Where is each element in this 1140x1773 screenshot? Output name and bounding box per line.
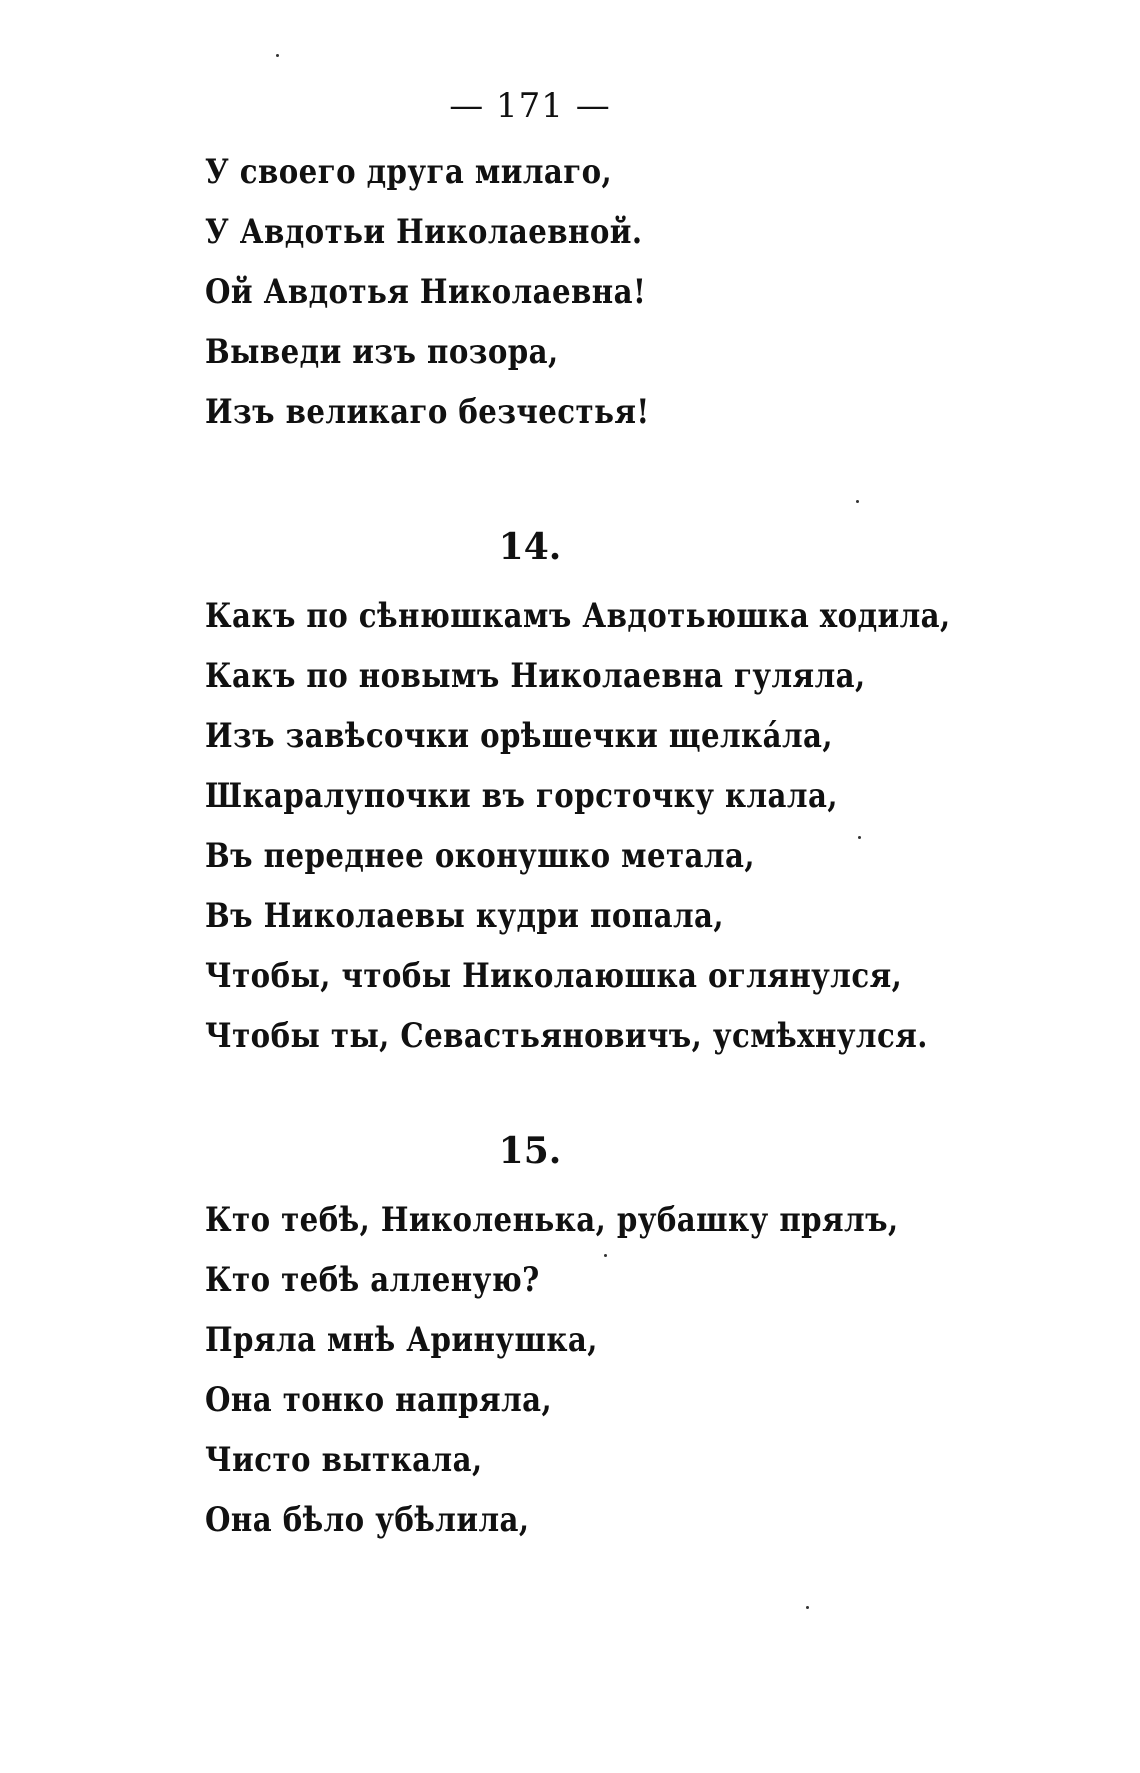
verse-line: Чтобы, чтобы Николаюшка оглянулся,: [205, 956, 903, 996]
verse-line: Кто тебѣ, Николенька, рубашку прялъ,: [205, 1200, 899, 1240]
stanza-continuation: [205, 142, 1085, 442]
print-speck: [858, 836, 861, 839]
verse-line: Выведи изъ позора,: [205, 332, 559, 372]
verse-line: Кто тебѣ алленую?: [205, 1260, 540, 1300]
verse-line: Ой Авдотья Николаевна!: [205, 272, 647, 312]
verse-line: Она тонко напряла,: [205, 1380, 553, 1420]
section-heading-14: 14.: [498, 526, 562, 568]
verse-line: Изъ завѣсочки орѣшечки щелкáла,: [205, 716, 833, 756]
verse-line: Въ Николаевы кудри попала,: [205, 896, 725, 936]
verse-line: Какъ по новымъ Николаевна гуляла,: [205, 656, 866, 696]
verse-line: Она бѣло убѣлила,: [205, 1500, 530, 1540]
section-heading-15: 15.: [498, 1130, 562, 1172]
verse-line: Чисто выткала,: [205, 1440, 483, 1480]
verse-line: Какъ по сѣнюшкамъ Авдотьюшка ходила,: [205, 596, 951, 636]
verse-line: Изъ великаго безчестья!: [205, 392, 650, 432]
song-14: [205, 586, 1085, 1066]
page-number: — 171 —: [449, 86, 611, 126]
print-speck: [604, 1254, 607, 1257]
verse-line: У своего друга милаго,: [205, 152, 613, 192]
verse-line: Шкаралупочки въ горсточку клала,: [205, 776, 838, 816]
verse-line: У Авдотьи Николаевной.: [205, 212, 643, 252]
verse-line: Въ переднее оконушко метала,: [205, 836, 755, 876]
song-15: [205, 1190, 1085, 1550]
print-speck: [856, 500, 859, 503]
print-speck: [806, 1606, 809, 1609]
verse-line: Чтобы ты, Севастьяновичъ, усмѣхнулся.: [205, 1016, 928, 1056]
verse-line: Пряла мнѣ Аринушка,: [205, 1320, 598, 1360]
print-speck: [276, 54, 279, 57]
